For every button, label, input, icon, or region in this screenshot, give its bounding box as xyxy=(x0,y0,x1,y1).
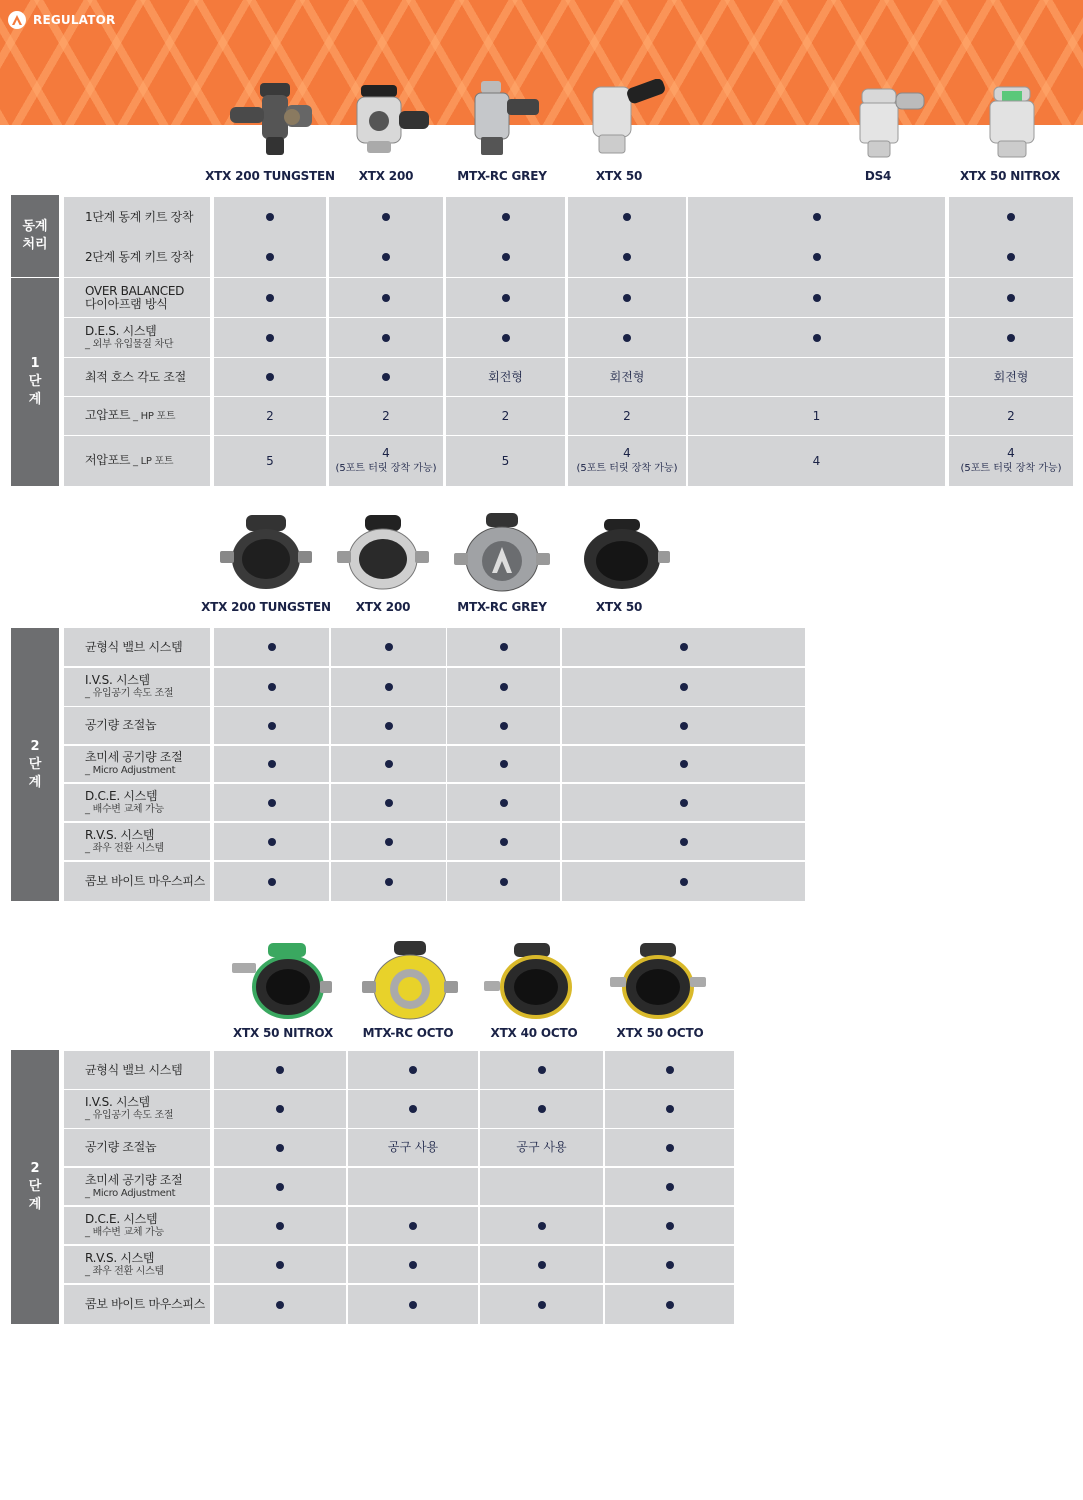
feature-label xyxy=(64,278,210,317)
product-image-xtx50-first-stage xyxy=(585,78,670,160)
feature-name: D.C.E. 시스템 xyxy=(85,1211,158,1226)
check-dot-icon xyxy=(680,643,688,651)
product-label: MTX-RC OCTO xyxy=(362,1026,454,1040)
check-dot-icon xyxy=(666,1222,674,1230)
table-cell xyxy=(214,746,329,782)
section-label-char: 2 xyxy=(30,738,40,754)
table-cell xyxy=(214,278,326,317)
product-image-xtx200-first-stage xyxy=(345,80,435,160)
cell-value: 4 xyxy=(623,446,631,460)
table-cell xyxy=(348,1285,478,1324)
table-cell xyxy=(688,436,945,486)
feature-label xyxy=(64,436,210,486)
check-dot-icon xyxy=(409,1222,417,1230)
section-label-char: 계 xyxy=(28,392,42,407)
table-cell xyxy=(329,397,443,435)
product-label: XTX 200 TUNGSTEN xyxy=(205,169,335,183)
check-dot-icon xyxy=(666,1183,674,1191)
check-dot-icon xyxy=(268,760,276,768)
check-dot-icon xyxy=(666,1261,674,1269)
table-cell xyxy=(214,1207,346,1244)
cell-value: 공구 사용 xyxy=(387,1140,439,1154)
cell-value: 4 xyxy=(382,446,390,460)
product-image-mtx-rc-grey-second-stage xyxy=(452,510,552,596)
table-cell xyxy=(568,237,686,277)
cell-value: 2 xyxy=(623,408,631,423)
brand-title: REGULATOR xyxy=(33,13,116,27)
check-dot-icon xyxy=(409,1301,417,1309)
feature-name-text: 고압포트 xyxy=(85,408,131,422)
table-cell xyxy=(568,436,686,486)
product-image-xtx200-tungsten-first-stage xyxy=(220,80,320,160)
cell-value: 2 xyxy=(1007,408,1015,423)
section-label-char: 단 xyxy=(28,1179,42,1194)
table-cell xyxy=(348,1051,478,1089)
check-dot-icon xyxy=(276,1066,284,1074)
product-label: XTX 200 xyxy=(358,169,414,183)
check-dot-icon xyxy=(382,294,390,302)
table-cell xyxy=(214,707,329,744)
table-cell xyxy=(605,1051,734,1089)
check-dot-icon xyxy=(382,213,390,221)
section-label-char: 1 xyxy=(30,356,40,371)
cell-subtext: (5포트 터릿 장착 가능) xyxy=(960,463,1062,474)
feature-subtext: _ 유입공기 속도 조절 xyxy=(85,688,174,699)
check-dot-icon xyxy=(385,838,393,846)
check-dot-icon xyxy=(268,722,276,730)
feature-label xyxy=(64,862,210,901)
cell-value: 회전형 xyxy=(488,369,523,384)
feature-subtext: _ 유입공기 속도 조절 xyxy=(85,1110,174,1121)
cell-value: 5 xyxy=(501,453,510,468)
table-cell xyxy=(605,1129,734,1166)
feature-name: 1단계 동계 키트 장착 xyxy=(85,209,194,224)
feature-name: 초미세 공기량 조절 xyxy=(85,750,183,764)
feature-label xyxy=(64,1246,210,1283)
table-cell xyxy=(447,707,560,744)
feature-name: 초미세 공기량 조절 xyxy=(85,1172,183,1187)
check-dot-icon xyxy=(813,334,821,342)
check-dot-icon xyxy=(623,334,631,342)
cell-value: 4 xyxy=(1007,446,1015,460)
table-cell xyxy=(949,318,1073,357)
check-dot-icon xyxy=(1007,253,1015,261)
check-dot-icon xyxy=(382,253,390,261)
table-cell xyxy=(329,237,443,277)
table-cell xyxy=(331,668,446,706)
feature-subtext: _ 외부 유입물질 차단 xyxy=(85,338,174,350)
feature-name xyxy=(85,409,210,423)
check-dot-icon xyxy=(385,760,393,768)
check-dot-icon xyxy=(1007,213,1015,221)
section-label-char: 2 xyxy=(30,1161,40,1176)
table-cell xyxy=(446,358,565,396)
table-cell xyxy=(447,823,560,860)
section-label-char: 단 xyxy=(28,756,42,772)
table-cell xyxy=(214,436,326,486)
product-image-ds4-first-stage xyxy=(852,82,932,162)
check-dot-icon xyxy=(680,683,688,691)
feature-label xyxy=(64,197,210,237)
check-dot-icon xyxy=(266,253,274,261)
table-cell xyxy=(688,278,945,317)
table-cell xyxy=(605,1090,734,1128)
check-dot-icon xyxy=(666,1144,674,1152)
table-cell xyxy=(348,1246,478,1283)
table-cell xyxy=(480,1246,603,1283)
check-dot-icon xyxy=(502,334,510,342)
cell-value: 회전형 xyxy=(993,369,1029,384)
cell-value: 4 xyxy=(812,453,821,468)
table-cell xyxy=(331,862,446,901)
table-cell xyxy=(447,746,560,782)
check-dot-icon xyxy=(276,1183,284,1191)
table-cell xyxy=(446,397,565,435)
feature-label xyxy=(64,628,210,666)
section-label-char: 계 xyxy=(28,774,42,790)
table-cell xyxy=(331,784,446,821)
product-label: XTX 200 TUNGSTEN xyxy=(201,600,331,614)
table-cell xyxy=(214,318,326,357)
check-dot-icon xyxy=(538,1066,546,1074)
table-cell xyxy=(688,318,945,357)
product-image-xtx40-octo xyxy=(482,940,582,1022)
table-cell xyxy=(329,278,443,317)
check-dot-icon xyxy=(538,1261,546,1269)
check-dot-icon xyxy=(813,294,821,302)
check-dot-icon xyxy=(409,1261,417,1269)
check-dot-icon xyxy=(385,878,393,886)
check-dot-icon xyxy=(813,213,821,221)
product-image-mtx-rc-octo xyxy=(360,938,460,1024)
check-dot-icon xyxy=(500,760,508,768)
check-dot-icon xyxy=(500,799,508,807)
feature-label xyxy=(64,318,210,357)
table-cell xyxy=(214,862,329,901)
check-dot-icon xyxy=(666,1301,674,1309)
check-dot-icon xyxy=(382,334,390,342)
feature-name-subtext: _ LP 포트 xyxy=(130,456,174,467)
table-cell xyxy=(562,823,805,860)
feature-name: OVER BALANCED xyxy=(85,283,185,298)
table-cell xyxy=(214,237,326,277)
table-cell xyxy=(331,628,446,666)
table-cell xyxy=(447,668,560,706)
check-dot-icon xyxy=(276,1105,284,1113)
section-label-char: 계 xyxy=(28,1197,42,1212)
table-cell xyxy=(562,784,805,821)
feature-subtext: _ 배수변 교체 가능 xyxy=(85,1226,164,1238)
section-label xyxy=(11,195,59,277)
table-cell xyxy=(568,358,686,396)
check-dot-icon xyxy=(502,294,510,302)
check-dot-icon xyxy=(276,1222,284,1230)
table-cell xyxy=(329,318,443,357)
table-cell xyxy=(446,318,565,357)
feature-subtext: _ 좌우 전환 시스템 xyxy=(85,842,164,854)
table-cell xyxy=(329,436,443,486)
section-label xyxy=(11,1050,59,1324)
check-dot-icon xyxy=(500,878,508,886)
table-cell xyxy=(949,397,1073,435)
table-cell xyxy=(949,237,1073,277)
product-label: XTX 40 OCTO xyxy=(490,1026,578,1040)
feature-name: 공기량 조절놉 xyxy=(85,1140,157,1154)
check-dot-icon xyxy=(538,1105,546,1113)
feature-name-text: 저압포트 xyxy=(85,453,131,467)
table-cell xyxy=(605,1168,734,1205)
check-dot-icon xyxy=(276,1301,284,1309)
table-cell xyxy=(446,436,565,486)
check-dot-icon xyxy=(502,213,510,221)
check-dot-icon xyxy=(623,294,631,302)
table-cell xyxy=(214,1051,346,1089)
table-cell xyxy=(480,1129,603,1166)
check-dot-icon xyxy=(385,799,393,807)
check-dot-icon xyxy=(666,1105,674,1113)
feature-name: 콤보 바이트 마우스피스 xyxy=(85,1297,205,1311)
feature-label xyxy=(64,823,210,860)
table-cell xyxy=(329,197,443,237)
table-cell xyxy=(688,197,945,237)
section-label-char: 처리 xyxy=(22,237,48,252)
table-cell xyxy=(480,1207,603,1244)
table-cell xyxy=(480,1051,603,1089)
table-cell xyxy=(688,397,945,435)
table-cell xyxy=(568,278,686,317)
cell-subtext: (5포트 터릿 장착 가능) xyxy=(576,463,678,474)
check-dot-icon xyxy=(385,683,393,691)
table-cell xyxy=(331,746,446,782)
check-dot-icon xyxy=(268,838,276,846)
product-label: XTX 50 NITROX xyxy=(959,169,1061,183)
table-cell xyxy=(348,1129,478,1166)
table-cell xyxy=(446,197,565,237)
feature-name: D.C.E. 시스템 xyxy=(85,788,158,803)
table-cell xyxy=(949,278,1073,317)
check-dot-icon xyxy=(266,334,274,342)
feature-label xyxy=(64,1051,210,1089)
feature-subtext: _ Micro Adjustment xyxy=(85,765,176,776)
check-dot-icon xyxy=(538,1222,546,1230)
product-label: MTX-RC GREY xyxy=(457,600,547,614)
table-cell xyxy=(214,1168,346,1205)
table-cell xyxy=(562,628,805,666)
feature-subtext: _ Micro Adjustment xyxy=(85,1187,176,1199)
check-dot-icon xyxy=(500,722,508,730)
table-cell xyxy=(214,823,329,860)
feature-name: I.V.S. 시스템 xyxy=(85,673,150,687)
feature-name-subtext: _ HP 포트 xyxy=(130,411,176,422)
feature-name-line2: 다이아프램 방식 xyxy=(85,296,168,311)
check-dot-icon xyxy=(680,878,688,886)
table-cell xyxy=(447,862,560,901)
product-image-xtx200-second-stage xyxy=(333,512,433,594)
table-cell xyxy=(214,197,326,237)
feature-name: 균형식 밸브 시스템 xyxy=(85,639,183,654)
check-dot-icon xyxy=(813,253,821,261)
feature-label xyxy=(64,1090,210,1128)
table-cell xyxy=(447,628,560,666)
table-cell xyxy=(446,237,565,277)
check-dot-icon xyxy=(680,838,688,846)
table-cell xyxy=(348,1168,478,1205)
check-dot-icon xyxy=(666,1066,674,1074)
product-label: XTX 50 xyxy=(595,600,643,614)
feature-label xyxy=(64,1285,210,1324)
check-dot-icon xyxy=(268,643,276,651)
product-image-mtx-rc-grey-first-stage xyxy=(465,78,545,160)
table-cell xyxy=(214,1129,346,1166)
check-dot-icon xyxy=(385,722,393,730)
check-dot-icon xyxy=(680,760,688,768)
feature-name: 공기량 조절놉 xyxy=(85,718,157,732)
table-cell xyxy=(568,197,686,237)
cell-subtext: (5포트 터릿 장착 가능) xyxy=(335,463,437,474)
table-cell xyxy=(949,358,1073,396)
table-cell xyxy=(562,746,805,782)
feature-subtext: _ 좌우 전환 시스템 xyxy=(85,1265,164,1277)
check-dot-icon xyxy=(268,878,276,886)
cell-value: 5 xyxy=(266,453,274,468)
feature-label xyxy=(64,237,210,277)
table-cell xyxy=(605,1246,734,1283)
feature-name: R.V.S. 시스템 xyxy=(85,827,155,842)
check-dot-icon xyxy=(1007,294,1015,302)
cell-value: 2 xyxy=(501,408,510,423)
feature-subtext: _ 배수변 교체 가능 xyxy=(85,803,164,815)
feature-label xyxy=(64,358,210,396)
table-cell xyxy=(331,823,446,860)
table-cell xyxy=(214,1285,346,1324)
check-dot-icon xyxy=(500,683,508,691)
check-dot-icon xyxy=(502,253,510,261)
table-cell xyxy=(214,358,326,396)
feature-name xyxy=(85,454,210,468)
feature-name: 2단계 동계 키트 장착 xyxy=(85,249,194,264)
table-cell xyxy=(214,1246,346,1283)
feature-label xyxy=(64,746,210,782)
check-dot-icon xyxy=(623,213,631,221)
apeks-logo-icon xyxy=(8,11,26,29)
table-cell xyxy=(562,862,805,901)
table-cell xyxy=(949,197,1073,237)
table-cell xyxy=(331,707,446,744)
feature-label xyxy=(64,1129,210,1166)
product-label: DS4 xyxy=(864,169,892,183)
check-dot-icon xyxy=(623,253,631,261)
check-dot-icon xyxy=(385,643,393,651)
product-label: XTX 200 xyxy=(355,600,411,614)
check-dot-icon xyxy=(268,799,276,807)
feature-label xyxy=(64,1207,210,1244)
feature-name: D.E.S. 시스템 xyxy=(85,323,157,338)
feature-name: R.V.S. 시스템 xyxy=(85,1250,155,1265)
section-label-char: 단 xyxy=(28,374,42,389)
check-dot-icon xyxy=(268,683,276,691)
check-dot-icon xyxy=(266,213,274,221)
cell-value: 2 xyxy=(266,408,274,423)
check-dot-icon xyxy=(500,838,508,846)
check-dot-icon xyxy=(500,643,508,651)
feature-label xyxy=(64,707,210,744)
check-dot-icon xyxy=(266,373,274,381)
check-dot-icon xyxy=(680,722,688,730)
product-image-xtx50-nitrox-octo xyxy=(230,940,334,1022)
table-cell xyxy=(214,628,329,666)
table-cell xyxy=(480,1285,603,1324)
table-cell xyxy=(348,1090,478,1128)
table-cell xyxy=(214,397,326,435)
feature-label xyxy=(64,784,210,821)
table-cell xyxy=(568,318,686,357)
check-dot-icon xyxy=(409,1105,417,1113)
table-cell xyxy=(214,1090,346,1128)
table-cell xyxy=(214,668,329,706)
cell-value: 2 xyxy=(382,408,390,423)
product-label: XTX 50 xyxy=(595,169,643,183)
feature-label xyxy=(64,668,210,706)
cell-value: 회전형 xyxy=(609,369,645,384)
table-cell xyxy=(348,1207,478,1244)
table-cell xyxy=(688,358,945,396)
feature-label xyxy=(64,397,210,435)
section-label xyxy=(11,278,59,486)
table-cell xyxy=(568,397,686,435)
check-dot-icon xyxy=(1007,334,1015,342)
brand xyxy=(8,11,115,29)
product-image-xtx50-octo xyxy=(608,940,708,1022)
section-label-char: 동계 xyxy=(22,219,48,234)
table-cell xyxy=(562,668,805,706)
section-label xyxy=(11,628,59,901)
table-cell xyxy=(480,1168,603,1205)
table-cell xyxy=(688,237,945,277)
check-dot-icon xyxy=(276,1144,284,1152)
check-dot-icon xyxy=(382,373,390,381)
check-dot-icon xyxy=(266,294,274,302)
table-cell xyxy=(562,707,805,744)
feature-name: 최적 호스 각도 조절 xyxy=(85,369,186,384)
check-dot-icon xyxy=(276,1261,284,1269)
table-cell xyxy=(447,784,560,821)
check-dot-icon xyxy=(538,1301,546,1309)
product-label: XTX 50 OCTO xyxy=(616,1026,704,1040)
table-cell xyxy=(446,278,565,317)
cell-value: 1 xyxy=(812,408,821,423)
table-cell xyxy=(949,436,1073,486)
product-image-xtx50-nitrox-first-stage xyxy=(982,82,1042,162)
feature-name: 균형식 밸브 시스템 xyxy=(85,1062,183,1077)
check-dot-icon xyxy=(409,1066,417,1074)
feature-name: I.V.S. 시스템 xyxy=(85,1095,150,1109)
cell-value: 공구 사용 xyxy=(516,1140,567,1154)
table-cell xyxy=(329,358,443,396)
feature-name: 콤보 바이트 마우스피스 xyxy=(85,874,205,888)
product-label: XTX 50 NITROX xyxy=(232,1026,334,1040)
table-cell xyxy=(214,784,329,821)
check-dot-icon xyxy=(680,799,688,807)
product-label: MTX-RC GREY xyxy=(457,169,547,183)
table-cell xyxy=(605,1285,734,1324)
product-image-xtx50-second-stage xyxy=(572,516,672,594)
product-image-xtx200-tungsten-second-stage xyxy=(216,512,316,594)
table-cell xyxy=(480,1090,603,1128)
table-cell xyxy=(605,1207,734,1244)
feature-label xyxy=(64,1168,210,1205)
